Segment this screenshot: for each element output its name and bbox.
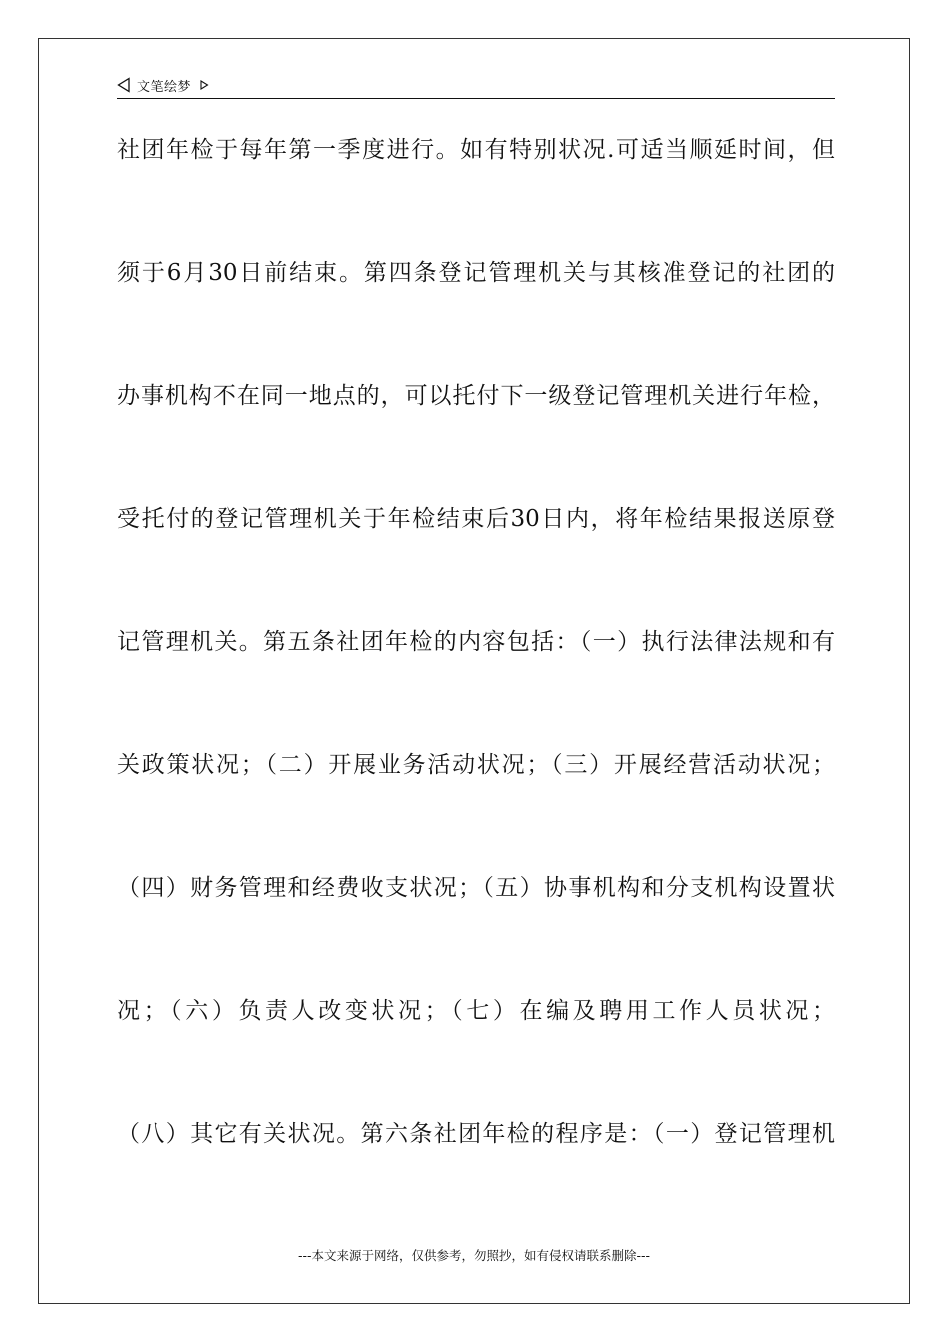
header-brand: 文笔绘梦 — [137, 79, 192, 95]
body-line: 受托付的登记管理机关于年检结束后30日内，将年检结果报送原登 — [117, 506, 835, 532]
body-line: （四）财务管理和经费收支状况；（五）协事机构和分支机构设置状 — [117, 875, 835, 901]
page-header — [117, 72, 835, 99]
body-line: 办事机构不在同一地点的，可以托付下一级登记管理机关进行年检， — [117, 383, 835, 409]
body-line: 社团年检于每年第一季度进行。如有特别状况.可适当顺延时间，但 — [117, 137, 835, 163]
body-line: 记管理机关。第五条社团年检的内容包括：（一）执行法律法规和有 — [117, 629, 835, 655]
body-line: 关政策状况；（二）开展业务活动状况；（三）开展经营活动状况； — [117, 752, 835, 778]
body-line: （八）其它有关状况。第六条社团年检的程序是：（一）登记管理机 — [117, 1121, 835, 1147]
body-line: 况；（六）负责人改变状况；（七）在编及聘用工作人员状况； — [117, 998, 835, 1024]
left-triangle-icon — [117, 77, 131, 93]
document-body — [117, 126, 835, 1233]
footer-notice: ---本文来源于网络，仅供参考，勿照抄，如有侵权请联系删除--- — [297, 1248, 651, 1263]
right-triangle-icon — [199, 79, 209, 91]
body-line: 须于6月30日前结束。第四条登记管理机关与其核准登记的社团的 — [117, 260, 835, 286]
